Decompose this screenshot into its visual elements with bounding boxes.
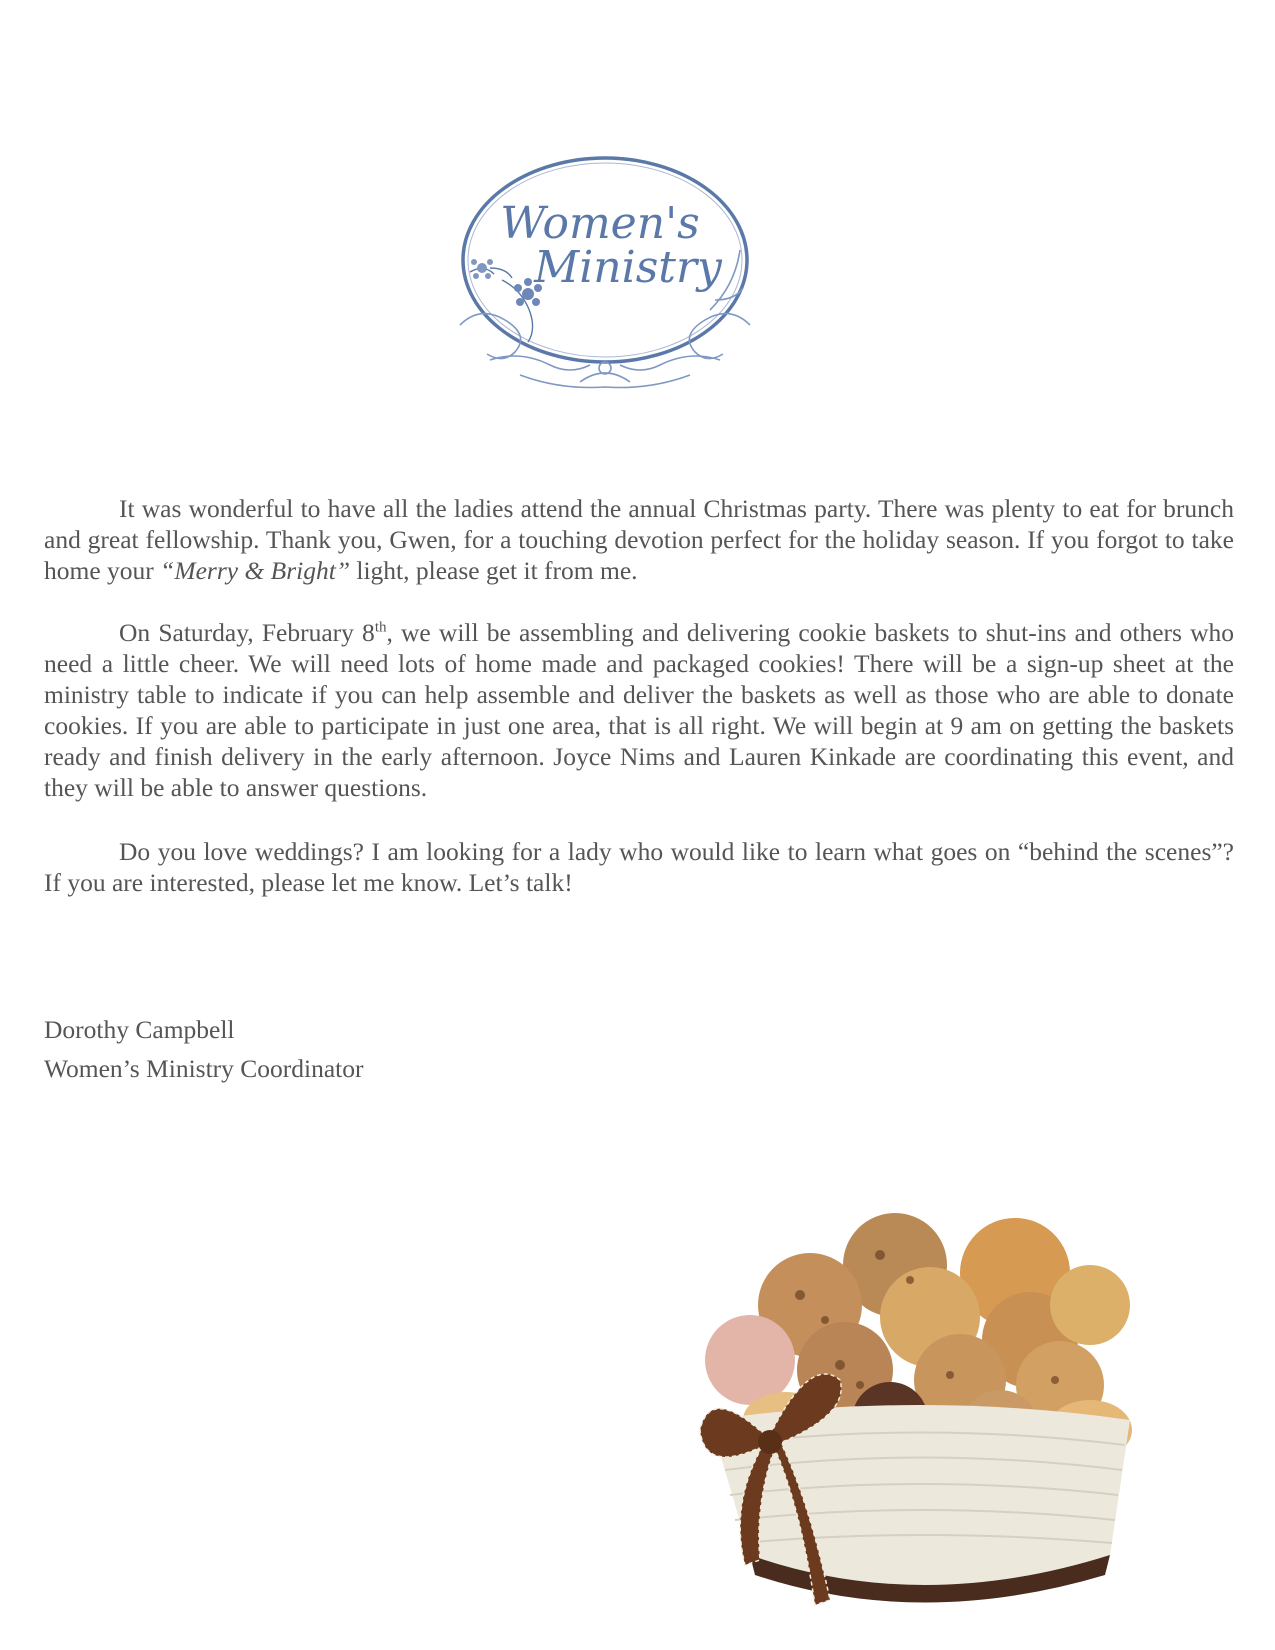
logo-line2: Ministry xyxy=(534,242,722,293)
logo-line1: Women's xyxy=(500,198,700,249)
p2-text-before: On Saturday, February 8 xyxy=(119,618,375,647)
p1-text-after: light, please get it from me. xyxy=(350,556,638,585)
signature-block xyxy=(44,1010,364,1088)
p2-text-after: , we will be assembling and delivering cookie baskets to shut-ins and others who need a little cheer. We will need lots of home made and packaged cookies! There will be a sign-up sheet at the ministry table to indicate if you can help assemble and deliver the baskets as well as those who are able to donate cookies. If you are able to participate in just one area, that is all right. We will begin at 9 am on getting the baskets ready and finish delivery in the early afternoon. Joyce Nims and Lauren Kinkade are coordinating this event, and they will be able to answer questions. xyxy=(44,618,1234,802)
paragraph-christmas-party xyxy=(44,493,1234,586)
signature-title: Women’s Ministry Coordinator xyxy=(44,1054,364,1083)
p1-emphasis: “Merry & Bright” xyxy=(160,556,350,585)
paragraph-cookie-baskets xyxy=(44,617,1234,803)
letter-body xyxy=(44,493,1234,898)
p2-ordinal-suffix: th xyxy=(374,619,387,636)
womens-ministry-logo xyxy=(450,150,760,400)
cookie-basket-illustration xyxy=(690,1205,1150,1630)
paragraph-weddings: Do you love weddings? I am looking for a lady who would like to learn what goes on “behind the scenes”? If you are interested, please let me know. Let’s talk! xyxy=(44,837,1234,897)
p1-text-before: It was wonderful to have all the ladies attend the annual Christmas party. There was plenty to eat for brunch and great fellowship. Thank you, Gwen, for a touching devotion perfect for the holiday season. If you forgot to take home your xyxy=(44,494,1234,585)
signature-name: Dorothy Campbell xyxy=(44,1015,235,1044)
